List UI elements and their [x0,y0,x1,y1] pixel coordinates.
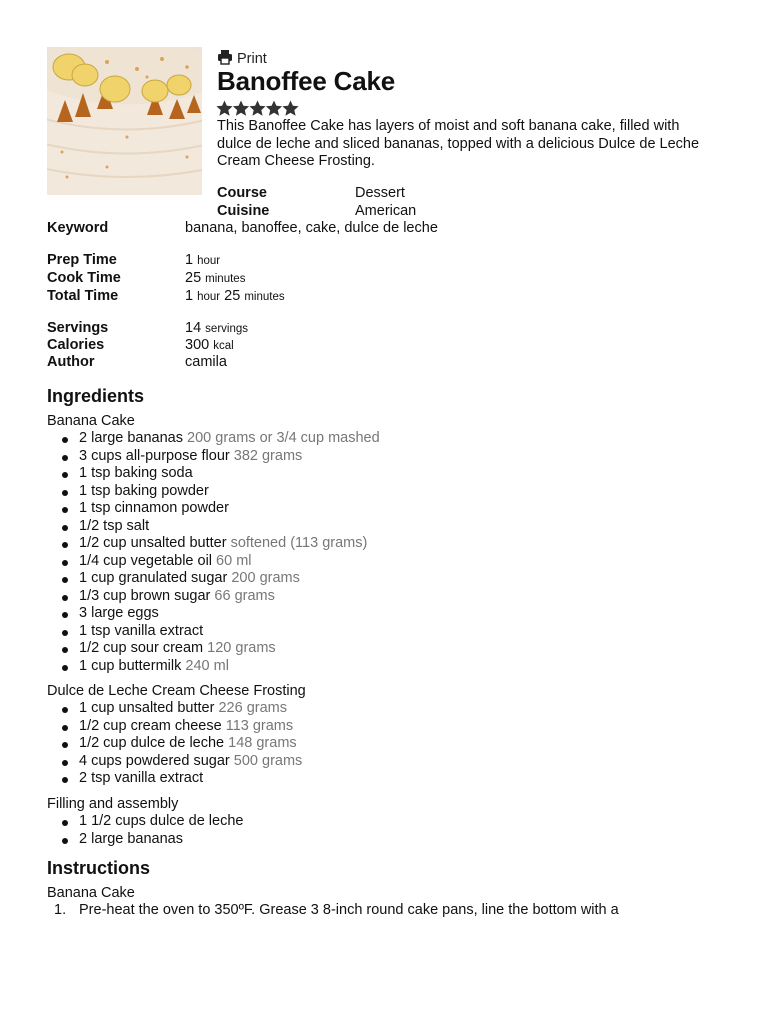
ingredient-note: 382 grams [233,447,303,464]
keyword-value: banana, banoffee, cake, dulce de leche [185,220,438,236]
ingredient-item [47,448,380,466]
recipe-photo [47,47,202,195]
ingredient-text: 1/2 cup unsalted butter [79,535,227,551]
instruction-group-title: Banana Cake [47,885,135,901]
ingredient-item [47,640,380,658]
ingredient-text: 1 cup granulated sugar [79,570,228,586]
prep-time-label: Prep Time [47,252,117,268]
ingredient-text: 1 tsp baking soda [79,465,193,481]
ingredient-note: 120 grams [207,640,276,656]
ingredient-note: 200 grams [231,570,300,586]
ingredient-item [47,623,380,641]
ingredient-item [47,831,243,849]
ingredient-item [47,570,380,588]
ingredient-item [47,700,302,718]
total-time-label: Total Time [47,288,119,304]
ingredient-text: 1 tsp baking powder [79,482,209,499]
ingredient-note: 66 grams [214,587,275,604]
ingredient-text: 1/4 cup vegetable oil [79,552,213,569]
prep-time-value: 1 hour [185,252,221,268]
ingredient-item [47,535,380,553]
ingredient-item [47,588,380,606]
ingredient-text: 1 cup buttermilk [79,657,182,674]
keyword-label: Keyword [47,220,109,236]
ingredient-item [47,430,380,448]
ingredient-text: 1 cup unsalted butter [79,700,215,716]
ingredient-text: 1 tsp vanilla extract [79,622,204,639]
ingredient-note: softened (113 grams) [230,535,368,551]
ingredient-item [47,658,380,676]
recipe-title: Banoffee Cake [217,66,396,96]
ingredient-item [47,753,302,771]
recipe-description: This Banoffee Cake has layers of moist and soft banana cake, filled with dulce de leche and sliced bananas, topped with a delicious Dulce de Leche Cream Cheese Frosting. [217,118,700,169]
star-icon [216,100,300,117]
cake-illustration [47,47,202,195]
ingredient-item [47,465,380,483]
ingredient-text: 1/2 cup dulce de leche [79,735,225,751]
ingredient-group-title: Dulce de Leche Cream Cheese Frosting [47,683,306,699]
servings-label: Servings [47,320,109,336]
course-label: Course [217,185,267,201]
cook-time-label: Cook Time [47,270,121,286]
author-value: camila [185,354,227,370]
ingredient-text: 2 large bananas [79,430,183,446]
course-value: Dessert [355,185,405,201]
ingredients-heading: Ingredients [47,386,145,406]
servings-value: 14 servings [185,320,248,336]
step-number: 1. [54,902,67,918]
ingredient-text: 4 cups powdered sugar [79,752,230,769]
ingredient-text: 2 tsp vanilla extract [79,770,204,786]
instruction-list [47,902,619,920]
author-label: Author [47,354,95,370]
ingredient-note: 500 grams [233,752,303,769]
ingredient-item [47,735,302,753]
calories-value: 300 kcal [185,337,234,353]
ingredient-item [47,718,302,736]
ingredient-note: 226 grams [218,700,287,716]
ingredient-text: 3 cups all-purpose flour [79,447,230,464]
ingredient-group-title: Banana Cake [47,413,135,429]
ingredient-note: 148 grams [228,735,297,751]
ingredient-note: 200 grams or 3/4 cup mashed [187,430,380,446]
ingredient-list [47,700,302,788]
rating-stars[interactable] [216,100,300,117]
ingredient-group-title: Filling and assembly [47,796,179,812]
ingredient-item [47,483,380,501]
ingredient-item [47,770,302,788]
ingredient-note: 113 grams [225,717,294,734]
ingredient-text: 1/2 tsp salt [79,517,150,534]
ingredient-text: 1 tsp cinnamon powder [79,500,229,516]
total-time-value: 1 hour 25 minutes [185,288,285,304]
ingredient-note: 60 ml [216,552,252,569]
step-text: Pre-heat the oven to 350ºF. Grease 3 8-inch round cake pans, line the bottom with a [79,902,619,918]
ingredient-item [47,553,380,571]
instruction-step [47,902,619,920]
cuisine-label: Cuisine [217,203,270,219]
ingredient-item [47,813,243,831]
ingredient-note: 240 ml [185,657,229,674]
ingredient-text: 1/2 cup cream cheese [79,717,222,734]
ingredient-text: 2 large bananas [79,830,183,847]
ingredient-item [47,518,380,536]
instructions-heading: Instructions [47,858,151,878]
ingredient-text: 1/2 cup sour cream [79,640,204,656]
cuisine-value: American [355,203,417,219]
ingredient-text: 1/3 cup brown sugar [79,587,211,604]
ingredient-list [47,430,380,675]
ingredient-item [47,605,380,623]
calories-label: Calories [47,337,105,353]
cook-time-value: 25 minutes [185,270,246,286]
ingredient-list [47,813,243,848]
print-label: Print [237,51,267,67]
ingredient-item [47,500,380,518]
ingredient-text: 1 1/2 cups dulce de leche [79,813,244,829]
ingredient-text: 3 large eggs [79,605,159,621]
